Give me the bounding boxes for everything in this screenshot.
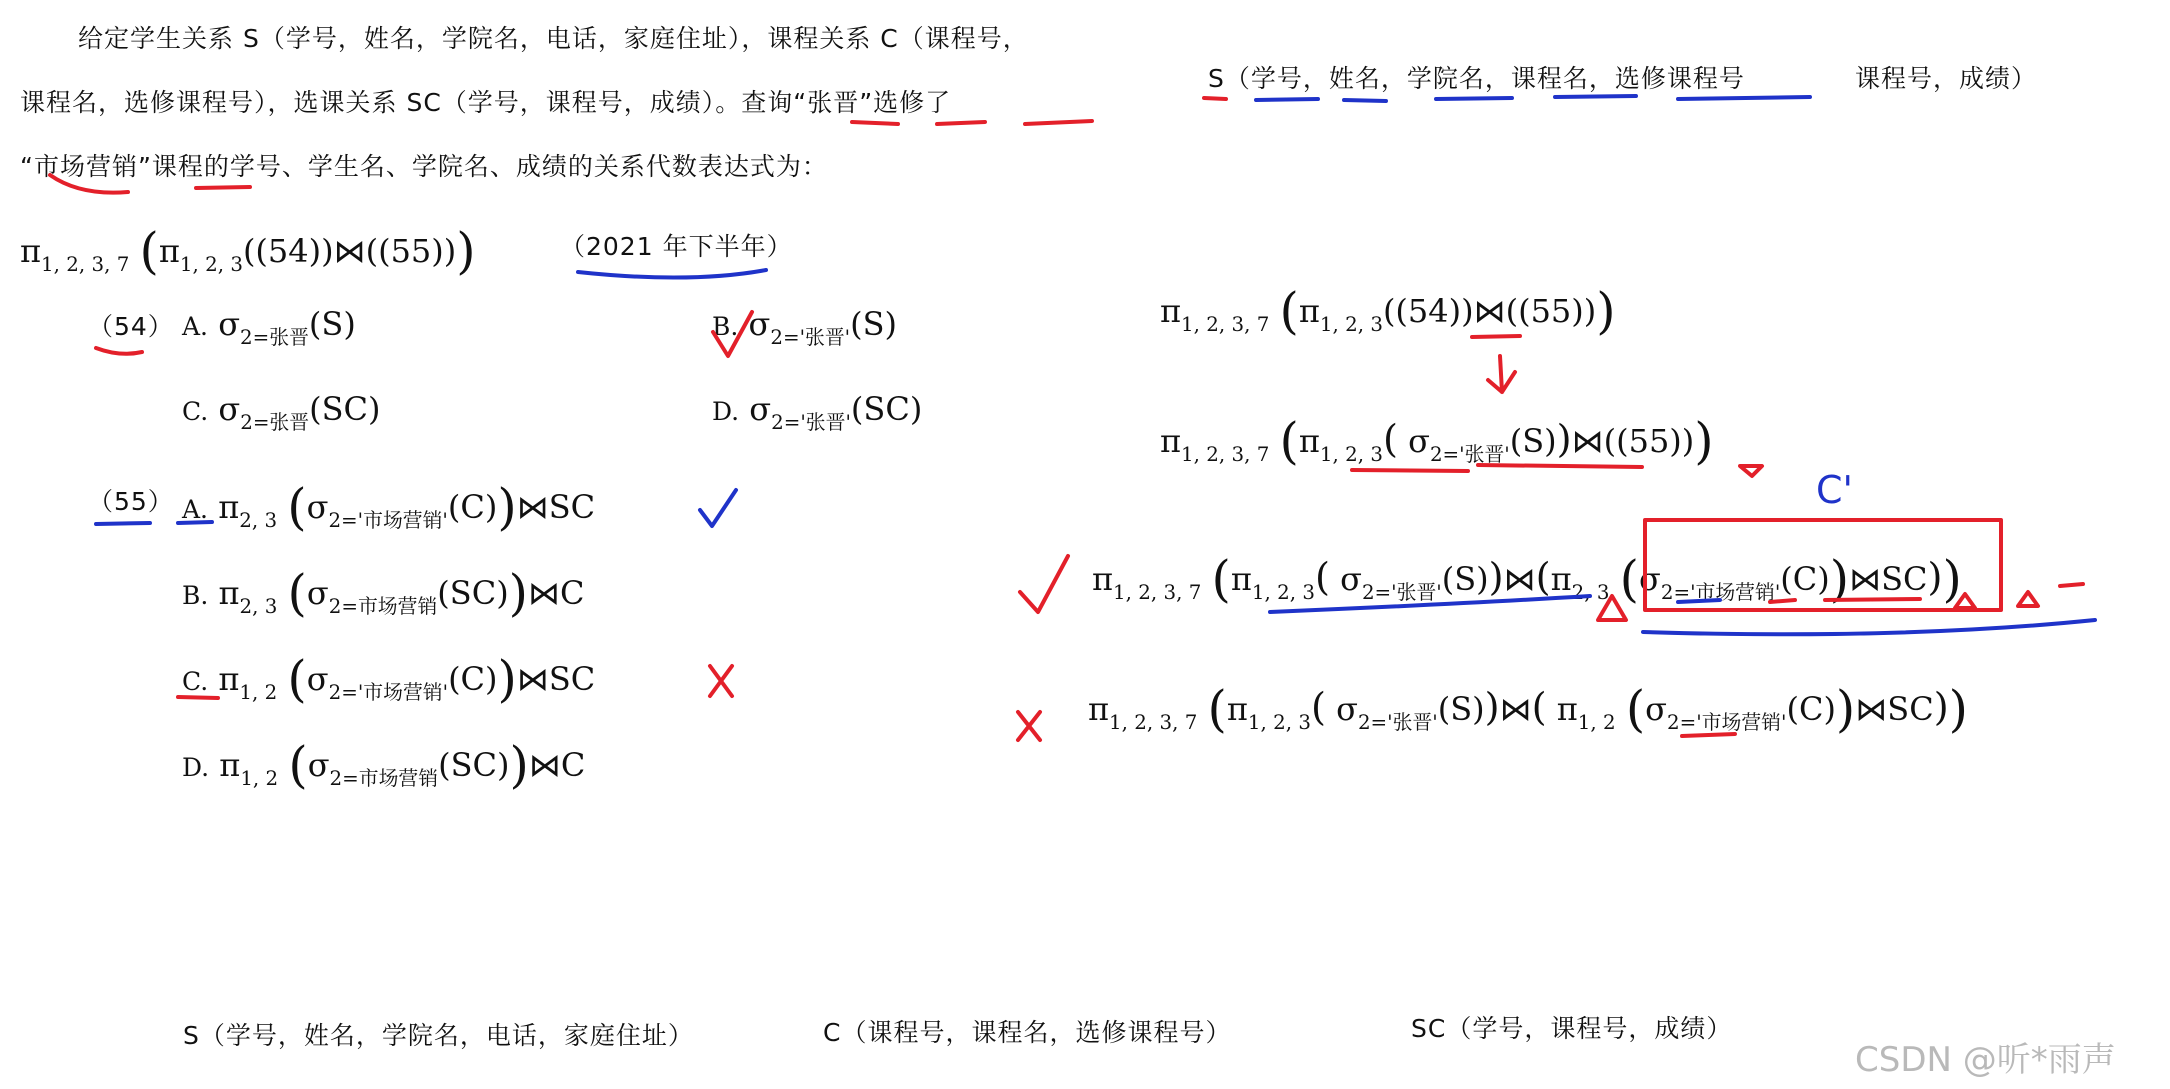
q54-option-c: C. $\sigma_{2=张晋}(SC)$ — [182, 390, 381, 434]
question-line-2: 课程名，选修课程号），选课关系 SC（学号，课程号，成绩）。查询“张晋”选修了 — [20, 88, 952, 117]
right-step-2: $\pi_{1, 2, 3, 7}$ ($\pi_{1, 2, 3}$( $\sigma_{2='张晋'}(S))⋈((55))$) — [1160, 412, 1714, 470]
q55-option-b: B. $\pi_{2, 3}$ $(\sigma_{2=市场营销}(SC))⋈C$ — [182, 564, 585, 622]
right-step-4: $\pi_{1, 2, 3, 7}$ ($\pi_{1, 2, 3}$( $\sigma_{2='张晋'}(S))⋈$( $\pi_{1, 2}$ $(\sigma_{2='市场营销'}(C))⋈SC$)) — [1088, 680, 1969, 738]
question-line-1: 给定学生关系 S（学号，姓名，学院名，电话，家庭住址），课程关系 C（课程号， — [78, 24, 1029, 53]
footer-relation-s: S（学号，姓名，学院名，电话，家庭住址） — [183, 1021, 694, 1050]
question-line-3: “市场营销”课程的学号、学生名、学院名、成绩的关系代数表达式为： — [20, 152, 828, 181]
q55-option-d: D. $\pi_{1, 2}$ $(\sigma_{2=市场营销}(SC))⋈C$ — [182, 736, 586, 794]
q54-option-a: A. $\sigma_{2=张晋}(S)$ — [182, 305, 356, 349]
right-header-tail: 课程号，成绩） — [1855, 64, 2038, 93]
q54-number: （54） — [88, 312, 174, 341]
footer-relation-sc: SC（学号，课程号，成绩） — [1411, 1014, 1733, 1043]
q55-option-a: A. $\pi_{2, 3}$ $(\sigma_{2='市场营销'}(C))⋈SC$ — [182, 478, 596, 536]
question-expression: $\pi_{1, 2, 3, 7}$ $(\pi_{1, 2, 3}((54))⋈((55)))$ — [20, 222, 476, 280]
footer-relation-c: C（课程号，课程名，选修课程号） — [823, 1018, 1232, 1047]
c-prime-annotation: C' — [1816, 468, 1853, 512]
q55-number: （55） — [88, 487, 174, 516]
q54-option-d: D. $\sigma_{2='张晋'}(SC)$ — [712, 390, 923, 434]
question-year: （2021 年下半年） — [560, 232, 793, 261]
q54-option-b: B. $\sigma_{2='张晋'}(S)$ — [712, 305, 898, 349]
csdn-watermark: CSDN @听*雨声 — [1855, 1040, 2116, 1080]
q55-option-c: C. $\pi_{1, 2}$ $(\sigma_{2='市场营销'}(C))⋈SC$ — [182, 650, 596, 708]
right-step-1: $\pi_{1, 2, 3, 7}$ $(\pi_{1, 2, 3}((54))⋈((55)))$ — [1160, 282, 1616, 340]
right-step-3: $\pi_{1, 2, 3, 7}$ ($\pi_{1, 2, 3}$( $\sigma_{2='张晋'}(S))⋈(\pi_{2, 3}$ $(\sigma_{2='市场营销'}(C))⋈SC$)) — [1092, 550, 1962, 608]
right-header-relation: S（学号，姓名，学院名，课程名，选修课程号 — [1208, 64, 1745, 93]
